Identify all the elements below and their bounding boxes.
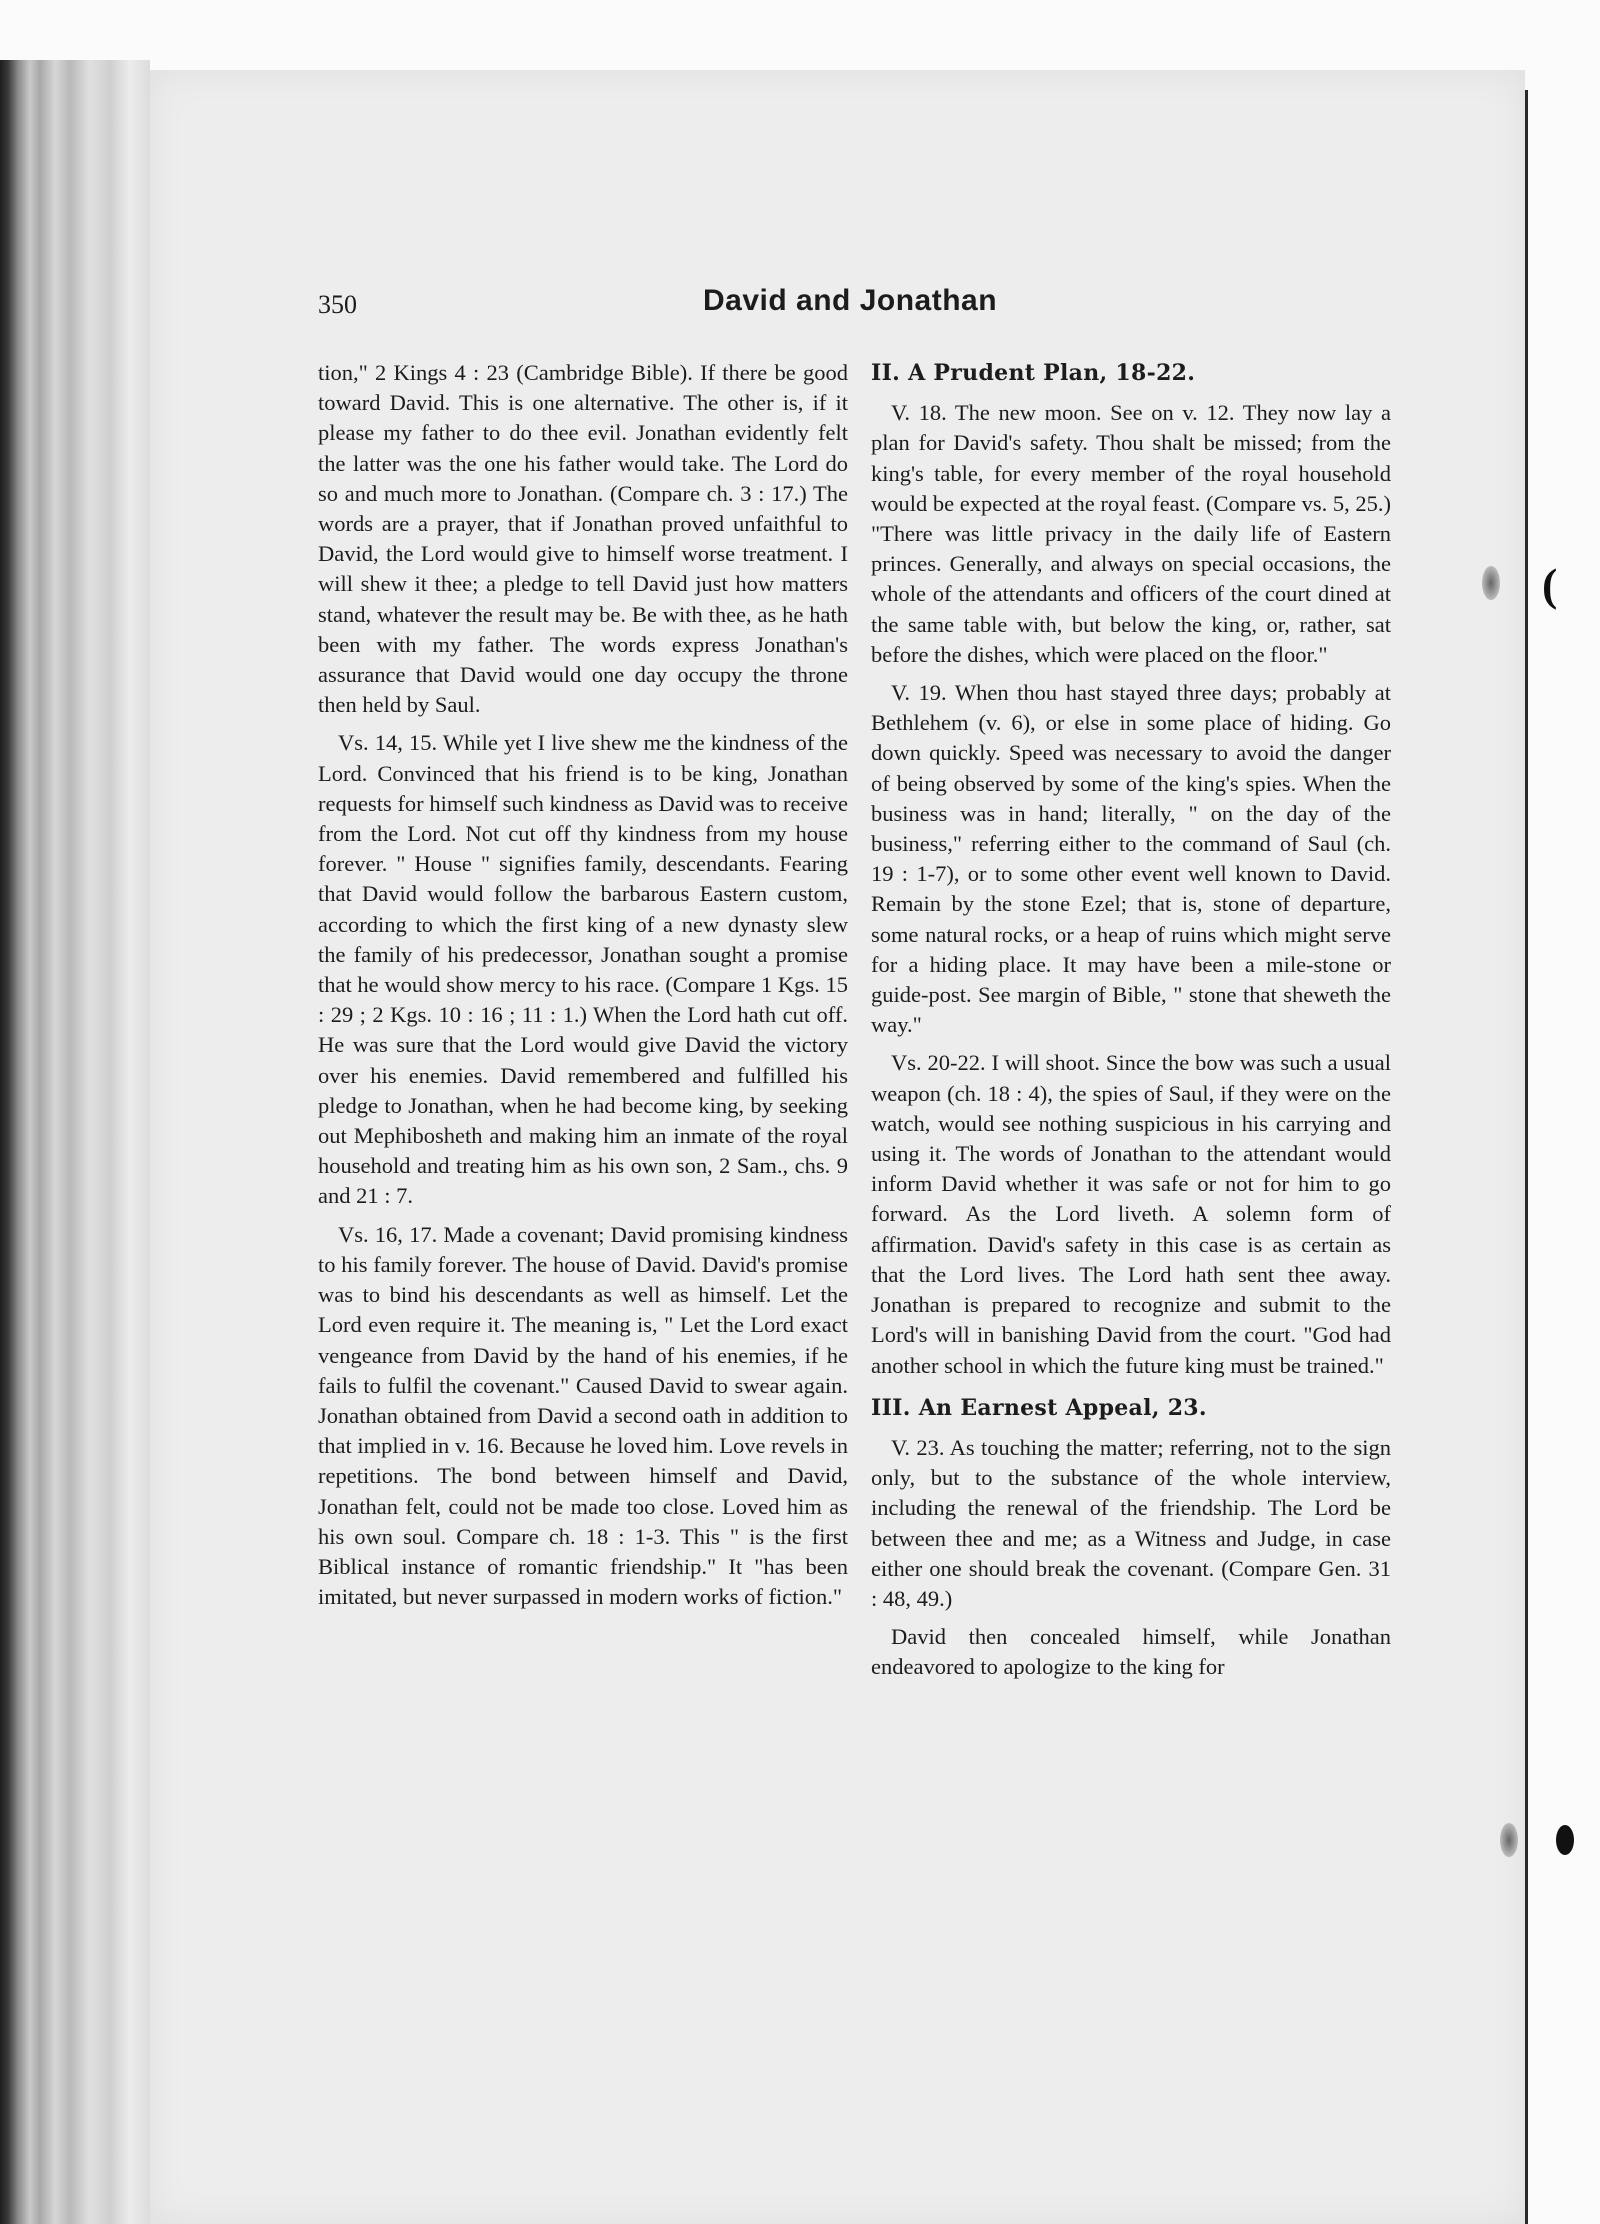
page-title: David and Jonathan <box>703 284 998 317</box>
page-number: 350 <box>318 290 357 319</box>
margin-smudge <box>1482 566 1500 600</box>
left-column <box>318 358 848 1612</box>
paragraph-1: tion," 2 Kings 4 : 23 (Cambridge Bible). If there be good toward David. This is one alternative. The other is, if it please my father to do thee evil. Jonathan evidently felt the latter was the one his father would take. The Lord do so and much more to Jonathan. (Compare ch. 3 : 17.) The words are a prayer, that if Jonathan proved unfaithful to David, the Lord would give to himself worse treatment. I will shew it thee; a pledge to tell David just how matters stand, whatever the result may be. Be with thee, as he hath been with my father. The words express Jonathan's assurance that David would one day occupy the throne then held by Saul. <box>318 360 848 718</box>
facing-page-edge <box>1525 90 1528 2224</box>
paragraph-vs-20-22: Vs. 20-22. I will shoot. Since the bow was such a usual weapon (ch. 18 : 4), the spies of Saul, if they were on the watch, would see nothing suspicious in his carrying and using it. The words of Jonathan to the attendant would inform David whether it was safe or not for him to go forward. As the Lord liveth. A solemn form of affirmation. David's safety in this case is as certain as that the Lord lives. The Lord hath sent thee away. Jonathan is prepared to recognize and submit to the Lord's will in banishing David from the court. "God had another school in which the future king must be trained." <box>871 1050 1391 1378</box>
paragraph-vs-14-15: Vs. 14, 15. While yet I live shew me the kindness of the Lord. Convinced that his friend is to be king, Jonathan requests for himself such kindness as David was to receive from the Lord. Not cut off thy kindness from my house forever. " House " signifies family, descendants. Fearing that David would follow the barbarous Eastern custom, according to which the first king of a new dynasty slew the family of his predecessor, Jonathan sought a promise that he would show mercy to his race. (Compare 1 Kgs. 15 : 29 ; 2 Kgs. 10 : 16 ; 11 : 1.) When the Lord hath cut off. He was sure that the Lord would give David the victory over his enemies. David remembered and fulfilled his pledge to Jonathan, when he had become king, by seeking out Mephibosheth and making him an inmate of the royal household and treating him as his own son, 2 Sam., chs. 9 and 21 : 7. <box>318 730 848 1209</box>
running-head <box>318 284 1388 330</box>
paragraph-v-18: V. 18. The new moon. See on v. 12. They now lay a plan for David's safety. Thou shalt be missed; from the king's table, for every member of the royal household would be expected at the royal feast. (Compare vs. 5, 25.) "There was little privacy in the daily life of Eastern princes. Generally, and always on special occasions, the whole of the attendants and officers of the court dined at the same table with, but below the king, or, rather, sat before the dishes, which were placed on the floor." <box>871 400 1391 667</box>
margin-smudge <box>1500 1823 1518 1857</box>
paragraph-v-19: V. 19. When thou hast stayed three days; probably at Bethlehem (v. 6), or else in some place of hiding. Go down quickly. Speed was necessary to avoid the danger of being observed by some of the king's spies. When the business was in hand; literally, " on the day of the business," referring either to the command of Saul (ch. 19 : 1-7), or to some other event well known to David. Remain by the stone Ezel; that is, stone of departure, some natural rocks, or a heap of ruins which might serve for a hiding place. It may have been a mile-stone or guide-post. See margin of Bible, " stone that sheweth the way." <box>871 680 1391 1038</box>
facing-page-paren-mark: ( <box>1542 559 1558 610</box>
book-page-edges <box>0 60 150 2224</box>
facing-page-dot-mark <box>1556 1825 1574 1855</box>
right-column <box>871 358 1391 1683</box>
paragraph-v-23: V. 23. As touching the matter; referring, not to the sign only, but to the substance of the whole interview, including the renewal of the friendship. The Lord be between thee and me; as a Witness and Judge, in case either one should break the covenant. (Compare Gen. 31 : 48, 49.) <box>871 1434 1391 1611</box>
section-heading-earnest-appeal: III. An Earnest Appeal, 23. <box>871 1394 1207 1421</box>
paragraph-vs-16-17: Vs. 16, 17. Made a covenant; David promising kindness to his family forever. The house of David. David's promise was to bind his descendants as well as himself. Let the Lord even require it. The meaning is, " Let the Lord exact vengeance from David by the hand of his enemies, if he fails to fulfil the covenant." Caused David to swear again. Jonathan obtained from David a second oath in addition to that implied in v. 16. Because he loved him. Love revels in repetitions. The bond between himself and David, Jonathan felt, could not be made too close. Loved him as his own soul. Compare ch. 18 : 1-3. This " is the first Biblical instance of romantic friendship." It "has been imitated, but never surpassed in modern works of fiction." <box>318 1221 848 1610</box>
section-heading-prudent-plan: II. A Prudent Plan, 18-22. <box>871 360 1196 386</box>
paragraph-closing: David then concealed himself, while Jonathan endeavored to apologize to the king for <box>871 1624 1391 1680</box>
